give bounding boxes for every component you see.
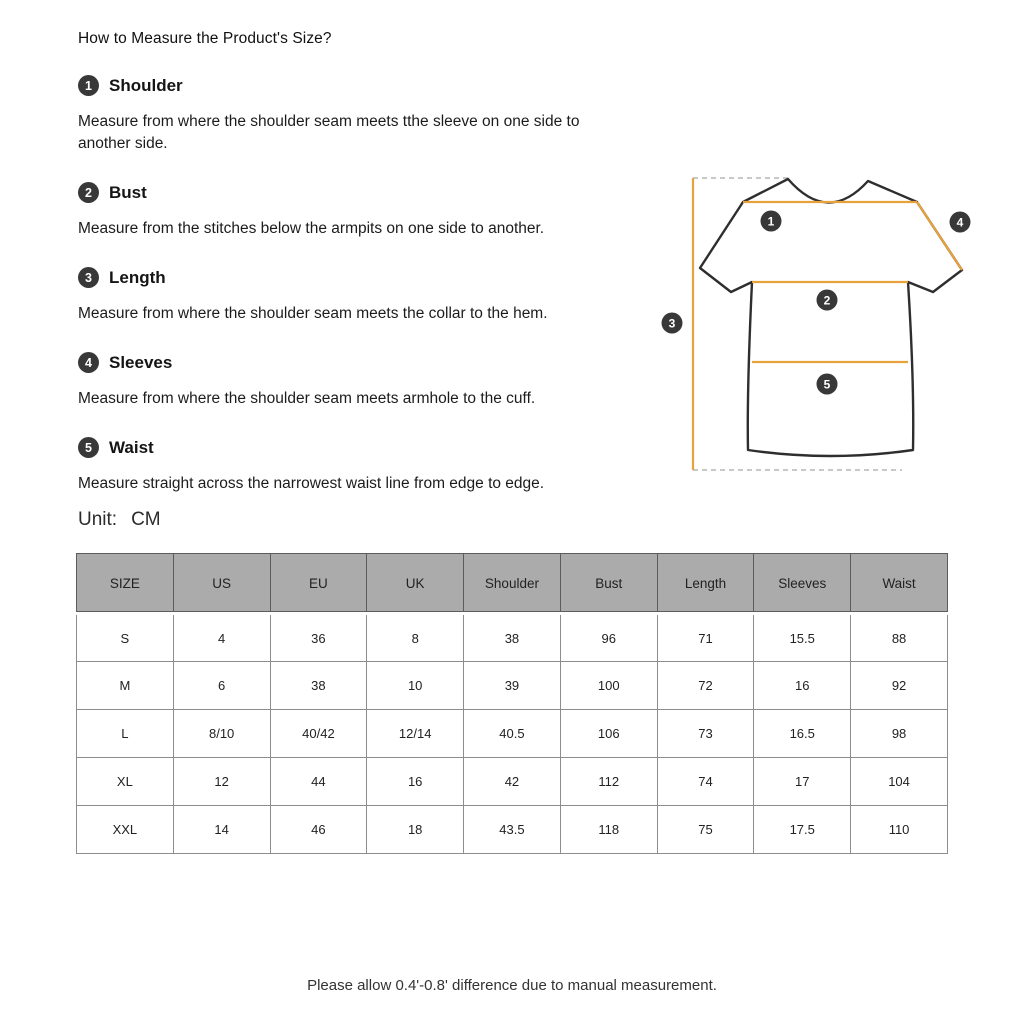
marker-number: 4 bbox=[956, 215, 964, 230]
marker-number: 1 bbox=[767, 214, 775, 229]
table-cell: 38 bbox=[464, 614, 561, 662]
number-badge-4: 4 bbox=[78, 352, 99, 373]
table-cell: 40/42 bbox=[270, 710, 367, 758]
col-header-sleeves: Sleeves bbox=[754, 554, 851, 614]
table-cell: 110 bbox=[851, 806, 948, 854]
table-cell: 12/14 bbox=[367, 710, 464, 758]
section-label: Shoulder bbox=[109, 75, 183, 95]
section-description: Measure from where the shoulder seam meets tthe sleeve on one side to another side. bbox=[78, 113, 580, 152]
col-header-waist: Waist bbox=[851, 554, 948, 614]
number-badge-3: 3 bbox=[78, 267, 99, 288]
section-shoulder bbox=[78, 75, 958, 155]
size-table bbox=[76, 553, 948, 854]
marker-number: 5 bbox=[823, 377, 831, 392]
marker-number: 2 bbox=[823, 293, 831, 308]
unit-label-line bbox=[78, 509, 958, 531]
section-description: Measure from the stitches below the armpits on one side to another. bbox=[78, 220, 545, 237]
section-label: Waist bbox=[109, 437, 154, 457]
table-cell: 8/10 bbox=[173, 710, 270, 758]
table-cell: 6 bbox=[173, 662, 270, 710]
table-cell: 75 bbox=[657, 806, 754, 854]
size-table-header bbox=[77, 554, 948, 614]
number-badge-1: 1 bbox=[78, 75, 99, 96]
table-row-s bbox=[77, 614, 948, 662]
table-cell: XXL bbox=[77, 806, 174, 854]
marker-number: 3 bbox=[668, 316, 676, 331]
table-cell: 98 bbox=[851, 710, 948, 758]
table-cell: S bbox=[77, 614, 174, 662]
section-description: Measure from where the shoulder seam meets armhole to the cuff. bbox=[78, 390, 536, 407]
col-header-bust: Bust bbox=[560, 554, 657, 614]
marker-badge-2 bbox=[817, 290, 838, 311]
table-cell: 44 bbox=[270, 758, 367, 806]
table-cell: 4 bbox=[173, 614, 270, 662]
tshirt-outline bbox=[700, 179, 962, 456]
marker-badge-3 bbox=[662, 313, 683, 334]
table-cell: 12 bbox=[173, 758, 270, 806]
unit-label: Unit: bbox=[78, 509, 118, 530]
table-cell: L bbox=[77, 710, 174, 758]
table-cell: 112 bbox=[560, 758, 657, 806]
col-header-size: SIZE bbox=[77, 554, 174, 614]
table-cell: 8 bbox=[367, 614, 464, 662]
table-cell: 40.5 bbox=[464, 710, 561, 758]
table-cell: 16 bbox=[367, 758, 464, 806]
col-header-uk: UK bbox=[367, 554, 464, 614]
table-cell: 118 bbox=[560, 806, 657, 854]
table-cell: 16.5 bbox=[754, 710, 851, 758]
table-cell: 10 bbox=[367, 662, 464, 710]
unit-value: CM bbox=[131, 509, 161, 530]
table-cell: 17.5 bbox=[754, 806, 851, 854]
table-row-l bbox=[77, 710, 948, 758]
section-heading bbox=[78, 75, 958, 96]
page-title: How to Measure the Product's Size? bbox=[78, 30, 332, 47]
col-header-eu: EU bbox=[270, 554, 367, 614]
table-cell: 73 bbox=[657, 710, 754, 758]
number-badge-2: 2 bbox=[78, 182, 99, 203]
table-cell: 18 bbox=[367, 806, 464, 854]
table-cell: 106 bbox=[560, 710, 657, 758]
size-table-body bbox=[77, 614, 948, 854]
tshirt-measurement-diagram bbox=[640, 150, 1024, 490]
table-cell: 72 bbox=[657, 662, 754, 710]
table-cell: 38 bbox=[270, 662, 367, 710]
table-cell: 46 bbox=[270, 806, 367, 854]
table-cell: 17 bbox=[754, 758, 851, 806]
footer-note: Please allow 0.4'-0.8' difference due to manual measurement. bbox=[307, 977, 717, 994]
table-row-m bbox=[77, 662, 948, 710]
table-cell: 15.5 bbox=[754, 614, 851, 662]
table-cell: 74 bbox=[657, 758, 754, 806]
section-label: Length bbox=[109, 267, 166, 287]
table-cell: M bbox=[77, 662, 174, 710]
table-cell: 88 bbox=[851, 614, 948, 662]
table-cell: 71 bbox=[657, 614, 754, 662]
table-cell: 43.5 bbox=[464, 806, 561, 854]
table-header-row bbox=[77, 554, 948, 614]
table-cell: 16 bbox=[754, 662, 851, 710]
marker-badge-5 bbox=[817, 374, 838, 395]
table-cell: 42 bbox=[464, 758, 561, 806]
table-cell: 100 bbox=[560, 662, 657, 710]
section-label: Sleeves bbox=[109, 352, 173, 372]
table-cell: XL bbox=[77, 758, 174, 806]
section-description: Measure from where the shoulder seam meets the collar to the hem. bbox=[78, 305, 548, 322]
table-row-xl bbox=[77, 758, 948, 806]
number-badge-5: 5 bbox=[78, 437, 99, 458]
table-cell: 36 bbox=[270, 614, 367, 662]
col-header-length: Length bbox=[657, 554, 754, 614]
section-label: Bust bbox=[109, 182, 147, 202]
col-header-us: US bbox=[173, 554, 270, 614]
table-cell: 104 bbox=[851, 758, 948, 806]
table-cell: 14 bbox=[173, 806, 270, 854]
section-description: Measure straight across the narrowest waist line from edge to edge. bbox=[78, 475, 545, 492]
marker-badge-4 bbox=[950, 212, 971, 233]
table-cell: 39 bbox=[464, 662, 561, 710]
marker-badge-1 bbox=[761, 211, 782, 232]
table-cell: 96 bbox=[560, 614, 657, 662]
table-cell: 92 bbox=[851, 662, 948, 710]
table-row-xxl bbox=[77, 806, 948, 854]
col-header-shoulder: Shoulder bbox=[464, 554, 561, 614]
